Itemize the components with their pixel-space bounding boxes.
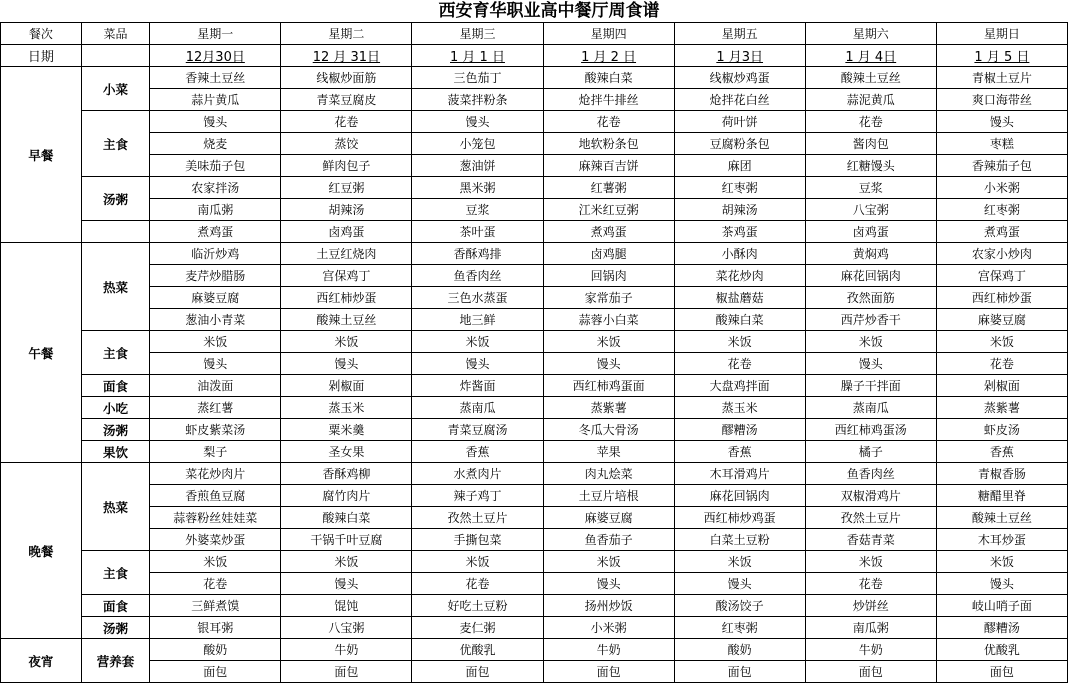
menu-row — [1, 617, 1068, 639]
dish-cell: 优酸乳 — [412, 639, 543, 661]
dish-cell: 南瓜粥 — [805, 617, 936, 639]
dish-cell: 花卷 — [150, 573, 281, 595]
dish-cell: 酸奶 — [150, 639, 281, 661]
dish-cell: 馒头 — [543, 353, 674, 375]
date-cell: 1 月 1 日 — [412, 45, 543, 67]
dish-cell: 家常茄子 — [543, 287, 674, 309]
dish-cell: 黄焖鸡 — [805, 243, 936, 265]
dish-cell: 蒸南瓜 — [805, 397, 936, 419]
dish-cell: 双椒滑鸡片 — [805, 485, 936, 507]
date-label-cell: 日期 — [1, 45, 82, 67]
dish-cell: 西红柿鸡蛋面 — [543, 375, 674, 397]
dish-cell: 酸辣白菜 — [543, 67, 674, 89]
dish-cell: 地软粉条包 — [543, 133, 674, 155]
dish-cell: 豆浆 — [805, 177, 936, 199]
dish-cell: 米饭 — [936, 551, 1067, 573]
dish-cell: 梨子 — [150, 441, 281, 463]
dish-cell: 面包 — [412, 661, 543, 683]
dish-cell: 红糖馒头 — [805, 155, 936, 177]
dish-cell: 麦仁粥 — [412, 617, 543, 639]
dish-cell: 酸辣土豆丝 — [936, 507, 1067, 529]
dish-cell: 馒头 — [281, 353, 412, 375]
dish-cell: 面包 — [674, 661, 805, 683]
menu-row — [1, 529, 1068, 551]
dish-cell: 酸辣土豆丝 — [281, 309, 412, 331]
dish-cell: 酸辣白菜 — [674, 309, 805, 331]
dish-cell: 煮鸡蛋 — [543, 221, 674, 243]
dish-cell: 蒸红薯 — [150, 397, 281, 419]
meal-label-cell: 晚餐 — [1, 463, 82, 639]
dish-cell: 馒头 — [936, 573, 1067, 595]
dish-cell: 酸奶 — [674, 639, 805, 661]
dish-cell: 虾皮汤 — [936, 419, 1067, 441]
dish-cell: 扬州炒饭 — [543, 595, 674, 617]
dish-cell: 馒头 — [150, 111, 281, 133]
dish-cell: 糖醋里脊 — [936, 485, 1067, 507]
category-cell: 小菜 — [81, 67, 150, 111]
dish-cell: 爽口海带丝 — [936, 89, 1067, 111]
header-dish-cell: 菜品 — [81, 23, 150, 45]
dish-cell: 肉丸烩菜 — [543, 463, 674, 485]
dish-cell: 苹果 — [543, 441, 674, 463]
category-cell: 主食 — [81, 551, 150, 595]
dish-cell: 馒头 — [674, 573, 805, 595]
meal-label-cell: 夜宵 — [1, 639, 82, 683]
menu-row — [1, 331, 1068, 353]
dish-cell: 米饭 — [805, 551, 936, 573]
dish-cell: 豆腐粉条包 — [674, 133, 805, 155]
dish-cell: 孜然土豆片 — [805, 507, 936, 529]
dish-cell: 馒头 — [150, 353, 281, 375]
dish-cell: 土豆红烧肉 — [281, 243, 412, 265]
dish-cell: 面包 — [805, 661, 936, 683]
dish-cell: 西红柿鸡蛋汤 — [805, 419, 936, 441]
dish-cell: 米饭 — [674, 551, 805, 573]
category-cell: 热菜 — [81, 463, 150, 551]
dish-cell: 胡辣汤 — [281, 199, 412, 221]
dish-cell: 米饭 — [543, 331, 674, 353]
dish-cell: 三色水蒸蛋 — [412, 287, 543, 309]
dish-cell: 馒头 — [543, 573, 674, 595]
dish-cell: 卤鸡蛋 — [805, 221, 936, 243]
dish-cell: 白菜土豆粉 — [674, 529, 805, 551]
menu-row — [1, 485, 1068, 507]
menu-row — [1, 111, 1068, 133]
dish-cell: 蒸玉米 — [281, 397, 412, 419]
dish-cell: 香蕉 — [674, 441, 805, 463]
dish-cell: 优酸乳 — [936, 639, 1067, 661]
dish-cell: 米饭 — [412, 331, 543, 353]
menu-row — [1, 177, 1068, 199]
dish-cell: 花卷 — [412, 573, 543, 595]
menu-row — [1, 661, 1068, 683]
dish-cell: 米饭 — [150, 551, 281, 573]
dish-cell: 米饭 — [543, 551, 674, 573]
dish-cell: 花卷 — [936, 353, 1067, 375]
dish-cell: 青菜豆腐汤 — [412, 419, 543, 441]
dish-cell: 馄饨 — [281, 595, 412, 617]
dish-cell: 米饭 — [805, 331, 936, 353]
dish-cell: 香蕉 — [936, 441, 1067, 463]
dish-cell: 菜花炒肉片 — [150, 463, 281, 485]
dish-cell: 青椒土豆片 — [936, 67, 1067, 89]
dish-cell: 冬瓜大骨汤 — [543, 419, 674, 441]
empty-cell — [81, 45, 150, 67]
menu-row — [1, 243, 1068, 265]
dish-cell: 麻花回锅肉 — [805, 265, 936, 287]
dish-cell: 青椒香肠 — [936, 463, 1067, 485]
date-cell: 12 月 31日 — [281, 45, 412, 67]
dish-cell: 麻团 — [674, 155, 805, 177]
dish-cell: 香蕉 — [412, 441, 543, 463]
dish-cell: 南瓜粥 — [150, 199, 281, 221]
dish-cell: 宫保鸡丁 — [936, 265, 1067, 287]
meal-label-cell: 早餐 — [1, 67, 82, 243]
dish-cell: 青菜豆腐皮 — [281, 89, 412, 111]
dish-cell: 西芹炒香干 — [805, 309, 936, 331]
header-day-cell: 星期二 — [281, 23, 412, 45]
dish-cell: 红枣粥 — [936, 199, 1067, 221]
dish-cell: 卤鸡蛋 — [281, 221, 412, 243]
dish-cell: 花卷 — [281, 111, 412, 133]
dish-cell: 木耳炒蛋 — [936, 529, 1067, 551]
dish-cell: 椒盐蘑菇 — [674, 287, 805, 309]
dish-cell: 炝拌牛排丝 — [543, 89, 674, 111]
dish-cell: 胡辣汤 — [674, 199, 805, 221]
menu-row — [1, 155, 1068, 177]
menu-row — [1, 309, 1068, 331]
dish-cell: 炸酱面 — [412, 375, 543, 397]
dish-cell: 美味茄子包 — [150, 155, 281, 177]
dish-cell: 临沂炒鸡 — [150, 243, 281, 265]
dish-cell: 虾皮紫菜汤 — [150, 419, 281, 441]
dish-cell: 线椒炒面筋 — [281, 67, 412, 89]
dish-cell: 外婆菜炒蛋 — [150, 529, 281, 551]
dish-cell: 剁椒面 — [281, 375, 412, 397]
menu-row — [1, 639, 1068, 661]
dish-cell: 手撕包菜 — [412, 529, 543, 551]
dish-cell: 炒饼丝 — [805, 595, 936, 617]
menu-row — [1, 353, 1068, 375]
category-cell: 汤粥 — [81, 419, 150, 441]
dish-cell: 好吃土豆粉 — [412, 595, 543, 617]
dish-cell: 蒜蓉粉丝娃娃菜 — [150, 507, 281, 529]
dish-cell: 荷叶饼 — [674, 111, 805, 133]
page-title: 西安育华职业高中餐厅周食谱 — [438, 1, 660, 21]
menu-row — [1, 287, 1068, 309]
header-row — [1, 23, 1068, 45]
dish-cell: 麻婆豆腐 — [150, 287, 281, 309]
dish-cell: 香酥鸡排 — [412, 243, 543, 265]
dish-cell: 蒸紫薯 — [543, 397, 674, 419]
dish-cell: 米饭 — [936, 331, 1067, 353]
dish-cell: 剁椒面 — [936, 375, 1067, 397]
dish-cell: 米饭 — [674, 331, 805, 353]
dish-cell: 香辣土豆丝 — [150, 67, 281, 89]
category-cell: 汤粥 — [81, 617, 150, 639]
dish-cell: 八宝粥 — [805, 199, 936, 221]
dish-cell: 葱油饼 — [412, 155, 543, 177]
menu-row — [1, 419, 1068, 441]
dish-cell: 香煎鱼豆腐 — [150, 485, 281, 507]
dish-cell: 蒜蓉小白菜 — [543, 309, 674, 331]
dish-cell: 粟米羹 — [281, 419, 412, 441]
dish-cell: 蒸紫薯 — [936, 397, 1067, 419]
menu-row — [1, 89, 1068, 111]
dish-cell: 岐山哨子面 — [936, 595, 1067, 617]
dish-cell: 茶鸡蛋 — [674, 221, 805, 243]
dish-cell: 菠菜拌粉条 — [412, 89, 543, 111]
dish-cell: 江米红豆粥 — [543, 199, 674, 221]
dish-cell: 米饭 — [412, 551, 543, 573]
dish-cell: 蒸南瓜 — [412, 397, 543, 419]
dish-cell: 醪糟汤 — [936, 617, 1067, 639]
dish-cell: 茶叶蛋 — [412, 221, 543, 243]
dish-cell: 葱油小青菜 — [150, 309, 281, 331]
dish-cell: 酸辣白菜 — [281, 507, 412, 529]
dish-cell: 馒头 — [412, 353, 543, 375]
dish-cell: 酸辣土豆丝 — [805, 67, 936, 89]
dish-cell: 红豆粥 — [281, 177, 412, 199]
menu-row — [1, 551, 1068, 573]
dish-cell: 蒜片黄瓜 — [150, 89, 281, 111]
dish-cell: 酸汤饺子 — [674, 595, 805, 617]
dish-cell: 红枣粥 — [674, 177, 805, 199]
dish-cell: 麻婆豆腐 — [936, 309, 1067, 331]
dish-cell: 三色茄丁 — [412, 67, 543, 89]
dish-cell: 地三鲜 — [412, 309, 543, 331]
weekly-menu-table — [0, 22, 1068, 683]
dish-cell: 三鲜煮馍 — [150, 595, 281, 617]
menu-row — [1, 133, 1068, 155]
category-cell: 营养套 — [81, 639, 150, 683]
dish-cell: 酱肉包 — [805, 133, 936, 155]
dish-cell: 孜然土豆片 — [412, 507, 543, 529]
dish-cell: 麦芹炒腊肠 — [150, 265, 281, 287]
dish-cell: 蒜泥黄瓜 — [805, 89, 936, 111]
dish-cell: 西红柿炒蛋 — [281, 287, 412, 309]
header-day-cell: 星期日 — [936, 23, 1067, 45]
category-cell: 果饮 — [81, 441, 150, 463]
dish-cell: 水煮肉片 — [412, 463, 543, 485]
dish-cell: 小笼包 — [412, 133, 543, 155]
dish-cell: 红薯粥 — [543, 177, 674, 199]
dish-cell: 香菇青菜 — [805, 529, 936, 551]
category-cell: 汤粥 — [81, 177, 150, 221]
dish-cell: 面包 — [150, 661, 281, 683]
dish-cell: 木耳滑鸡片 — [674, 463, 805, 485]
dish-cell: 蒸玉米 — [674, 397, 805, 419]
dish-cell: 煮鸡蛋 — [150, 221, 281, 243]
menu-row — [1, 199, 1068, 221]
date-cell: 1 月 2 日 — [543, 45, 674, 67]
menu-row — [1, 595, 1068, 617]
header-day-cell: 星期四 — [543, 23, 674, 45]
dish-cell: 农家拌汤 — [150, 177, 281, 199]
dish-cell: 农家小炒肉 — [936, 243, 1067, 265]
header-day-cell: 星期一 — [150, 23, 281, 45]
date-cell: 1 月3日 — [674, 45, 805, 67]
dish-cell: 煮鸡蛋 — [936, 221, 1067, 243]
menu-row — [1, 397, 1068, 419]
dish-cell: 孜然面筋 — [805, 287, 936, 309]
category-cell: 主食 — [81, 331, 150, 375]
menu-row — [1, 375, 1068, 397]
dish-cell: 鲜肉包子 — [281, 155, 412, 177]
dish-cell: 牛奶 — [543, 639, 674, 661]
dish-cell: 馒头 — [805, 353, 936, 375]
dish-cell: 麻辣百吉饼 — [543, 155, 674, 177]
dish-cell: 线椒炒鸡蛋 — [674, 67, 805, 89]
dish-cell: 花卷 — [805, 573, 936, 595]
dish-cell: 馒头 — [412, 111, 543, 133]
dish-cell: 牛奶 — [805, 639, 936, 661]
category-cell: 主食 — [81, 111, 150, 177]
dish-cell: 炝拌花白丝 — [674, 89, 805, 111]
dish-cell: 油泼面 — [150, 375, 281, 397]
dish-cell: 土豆片培根 — [543, 485, 674, 507]
dish-cell: 蒸饺 — [281, 133, 412, 155]
dish-cell: 宫保鸡丁 — [281, 265, 412, 287]
category-cell: 面食 — [81, 595, 150, 617]
dish-cell: 香酥鸡柳 — [281, 463, 412, 485]
category-cell: 面食 — [81, 375, 150, 397]
dish-cell: 花卷 — [674, 353, 805, 375]
dish-cell: 小米粥 — [936, 177, 1067, 199]
menu-row — [1, 67, 1068, 89]
dish-cell: 馒头 — [936, 111, 1067, 133]
dish-cell: 小酥肉 — [674, 243, 805, 265]
category-cell: 热菜 — [81, 243, 150, 331]
dish-cell: 鱼香茄子 — [543, 529, 674, 551]
header-meal-cell: 餐次 — [1, 23, 82, 45]
menu-row — [1, 463, 1068, 485]
dish-cell: 烧麦 — [150, 133, 281, 155]
dish-cell: 米饭 — [281, 331, 412, 353]
dish-cell: 圣女果 — [281, 441, 412, 463]
menu-row — [1, 221, 1068, 243]
dish-cell: 鱼香肉丝 — [805, 463, 936, 485]
dish-cell: 麻花回锅肉 — [674, 485, 805, 507]
dish-cell: 大盘鸡拌面 — [674, 375, 805, 397]
menu-row — [1, 507, 1068, 529]
dish-cell: 黑米粥 — [412, 177, 543, 199]
dish-cell: 花卷 — [543, 111, 674, 133]
header-day-cell: 星期三 — [412, 23, 543, 45]
menu-row — [1, 573, 1068, 595]
dish-cell: 小米粥 — [543, 617, 674, 639]
category-cell — [81, 221, 150, 243]
dish-cell: 臊子干拌面 — [805, 375, 936, 397]
dish-cell: 麻婆豆腐 — [543, 507, 674, 529]
date-cell: 1 月 5 日 — [936, 45, 1067, 67]
dish-cell: 银耳粥 — [150, 617, 281, 639]
dish-cell: 菜花炒肉 — [674, 265, 805, 287]
header-day-cell: 星期六 — [805, 23, 936, 45]
dish-cell: 香辣茄子包 — [936, 155, 1067, 177]
dish-cell: 腐竹肉片 — [281, 485, 412, 507]
dish-cell: 西红柿炒鸡蛋 — [674, 507, 805, 529]
dish-cell: 鱼香肉丝 — [412, 265, 543, 287]
dish-cell: 豆浆 — [412, 199, 543, 221]
dish-cell: 橘子 — [805, 441, 936, 463]
dish-cell: 卤鸡腿 — [543, 243, 674, 265]
dish-cell: 花卷 — [805, 111, 936, 133]
dish-cell: 面包 — [543, 661, 674, 683]
dish-cell: 醪糟汤 — [674, 419, 805, 441]
dish-cell: 辣子鸡丁 — [412, 485, 543, 507]
dish-cell: 枣糕 — [936, 133, 1067, 155]
dish-cell: 西红柿炒蛋 — [936, 287, 1067, 309]
menu-row — [1, 265, 1068, 287]
meal-label-cell: 午餐 — [1, 243, 82, 463]
dish-cell: 红枣粥 — [674, 617, 805, 639]
date-row — [1, 45, 1068, 67]
dish-cell: 回锅肉 — [543, 265, 674, 287]
category-cell: 小吃 — [81, 397, 150, 419]
dish-cell: 牛奶 — [281, 639, 412, 661]
dish-cell: 面包 — [936, 661, 1067, 683]
header-day-cell: 星期五 — [674, 23, 805, 45]
menu-row — [1, 441, 1068, 463]
dish-cell: 米饭 — [281, 551, 412, 573]
dish-cell: 面包 — [281, 661, 412, 683]
dish-cell: 馒头 — [281, 573, 412, 595]
date-cell: 1 月 4日 — [805, 45, 936, 67]
dish-cell: 八宝粥 — [281, 617, 412, 639]
dish-cell: 干锅千叶豆腐 — [281, 529, 412, 551]
date-cell: 12月30日 — [150, 45, 281, 67]
dish-cell: 米饭 — [150, 331, 281, 353]
